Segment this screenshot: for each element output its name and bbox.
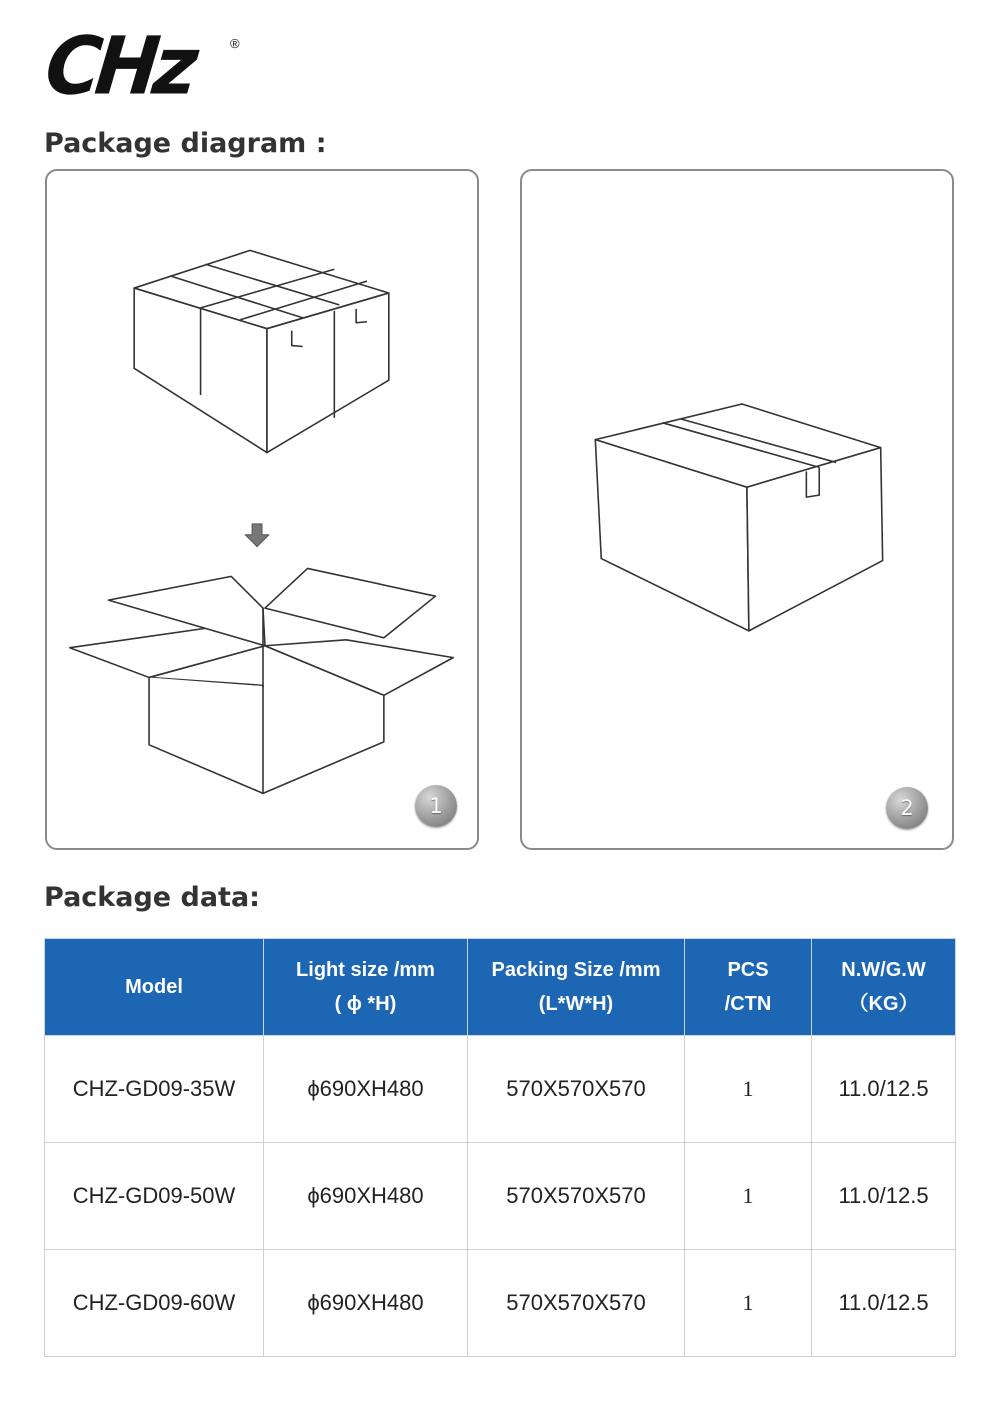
brand-logo <box>41 18 240 113</box>
table-row <box>45 1143 956 1250</box>
header-weight: N.W/G.W （KG） <box>812 939 956 1036</box>
cell-model: CHZ-GD09-50W <box>45 1143 264 1250</box>
cell-weight: 11.0/12.5 <box>812 1036 956 1143</box>
cell-packing-size: 570X570X570 <box>468 1250 685 1357</box>
package-data-title: Package data: <box>44 882 260 913</box>
cell-pcs: 1 <box>685 1143 812 1250</box>
illustration-sealed-carton <box>522 171 952 848</box>
header-packing-size: Packing Size /mm (L*W*H) <box>468 939 685 1036</box>
diagram-panel-step-1 <box>45 169 479 850</box>
registered-mark: ® <box>230 36 240 51</box>
cell-model: CHZ-GD09-35W <box>45 1036 264 1143</box>
header-light-size: Light size /mm ( ϕ *H) <box>264 939 468 1036</box>
table-header-row <box>45 939 956 1036</box>
logo-text: CHz <box>41 18 197 113</box>
cell-pcs: 1 <box>685 1250 812 1357</box>
table-row <box>45 1036 956 1143</box>
cell-weight: 11.0/12.5 <box>812 1143 956 1250</box>
cell-packing-size: 570X570X570 <box>468 1143 685 1250</box>
cell-packing-size: 570X570X570 <box>468 1036 685 1143</box>
cell-model: CHZ-GD09-60W <box>45 1250 264 1357</box>
package-diagram-title: Package diagram : <box>44 128 327 159</box>
cell-light-size: ϕ690XH480 <box>264 1143 468 1250</box>
header-pcs-per-carton: PCS /CTN <box>685 939 812 1036</box>
cell-light-size: ϕ690XH480 <box>264 1036 468 1143</box>
package-data-table <box>44 938 956 1357</box>
step-badge-2: 2 <box>886 787 928 829</box>
step-badge-1: 1 <box>415 785 457 827</box>
cell-pcs: 1 <box>685 1036 812 1143</box>
cell-weight: 11.0/12.5 <box>812 1250 956 1357</box>
table-row <box>45 1250 956 1357</box>
diagram-panel-step-2 <box>520 169 954 850</box>
header-model: Model <box>45 939 264 1036</box>
cell-light-size: ϕ690XH480 <box>264 1250 468 1357</box>
illustration-boxes-into-carton <box>47 171 477 848</box>
